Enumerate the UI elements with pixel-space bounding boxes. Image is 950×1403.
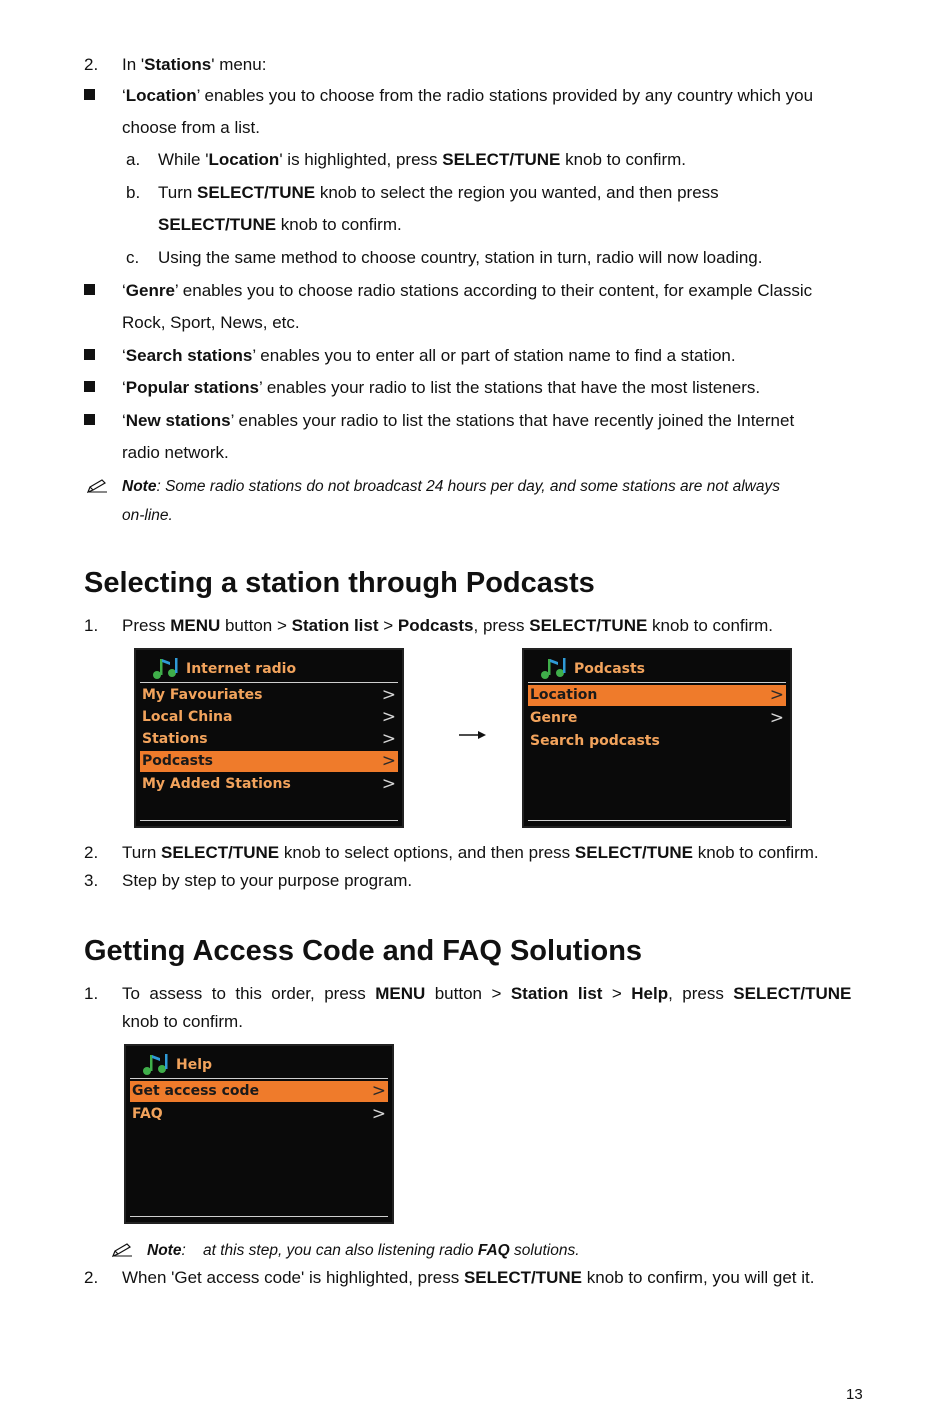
screen-bottom-rule [140, 820, 398, 821]
bullet-square-icon [84, 381, 95, 392]
chevron-right-icon: > [371, 1081, 386, 1101]
music-note-icon [140, 1052, 174, 1076]
screen-internet-radio: Internet radio My Favouriates > Local China > Stations > Podcasts > My Added Stations > [134, 648, 404, 828]
section-heading-faq: Getting Access Code and FAQ Solutions [84, 935, 643, 967]
bullet-square-icon [84, 284, 95, 295]
screen-divider [528, 682, 786, 683]
chevron-right-icon: > [381, 707, 396, 727]
menu-item-location-selected[interactable]: Location > [530, 685, 784, 705]
menu-item-podcasts-selected[interactable]: Podcasts > [142, 751, 396, 771]
screen-bottom-rule [528, 820, 786, 821]
pencil-icon [111, 1242, 133, 1258]
menu-item-genre[interactable]: Genre > [530, 708, 784, 728]
bullet-square-icon [84, 414, 95, 425]
screen-divider [140, 682, 398, 683]
menu-item-faq[interactable]: FAQ > [132, 1104, 386, 1124]
chevron-right-icon: > [381, 729, 396, 749]
screen-bottom-rule [130, 1216, 388, 1217]
screen-divider [130, 1078, 388, 1079]
chevron-right-icon: > [381, 751, 396, 771]
menu-item-search-podcasts[interactable]: Search podcasts [530, 733, 660, 749]
menu-item-my-favouriates[interactable]: My Favouriates > [142, 685, 396, 705]
pencil-icon [86, 478, 108, 494]
page-number: 13 [846, 1386, 863, 1403]
menu-item-get-access-code-selected[interactable]: Get access code > [132, 1081, 386, 1101]
music-note-icon [150, 656, 184, 680]
chevron-right-icon: > [769, 708, 784, 728]
screen-help: Help Get access code > FAQ > [124, 1044, 394, 1224]
menu-item-local-china[interactable]: Local China > [142, 707, 396, 727]
menu-item-stations[interactable]: Stations > [142, 729, 396, 749]
screen-podcasts: Podcasts Location > Genre > Search podcasts [522, 648, 792, 828]
chevron-right-icon: > [769, 685, 784, 705]
chevron-right-icon: > [381, 685, 396, 705]
arrow-right-icon [458, 728, 488, 742]
chevron-right-icon: > [371, 1104, 386, 1124]
chevron-right-icon: > [381, 774, 396, 794]
bullet-square-icon [84, 89, 95, 100]
music-note-icon [538, 656, 572, 680]
section-heading-podcasts: Selecting a station through Podcasts [84, 567, 595, 599]
bullet-square-icon [84, 349, 95, 360]
menu-item-my-added-stations[interactable]: My Added Stations > [142, 774, 396, 794]
